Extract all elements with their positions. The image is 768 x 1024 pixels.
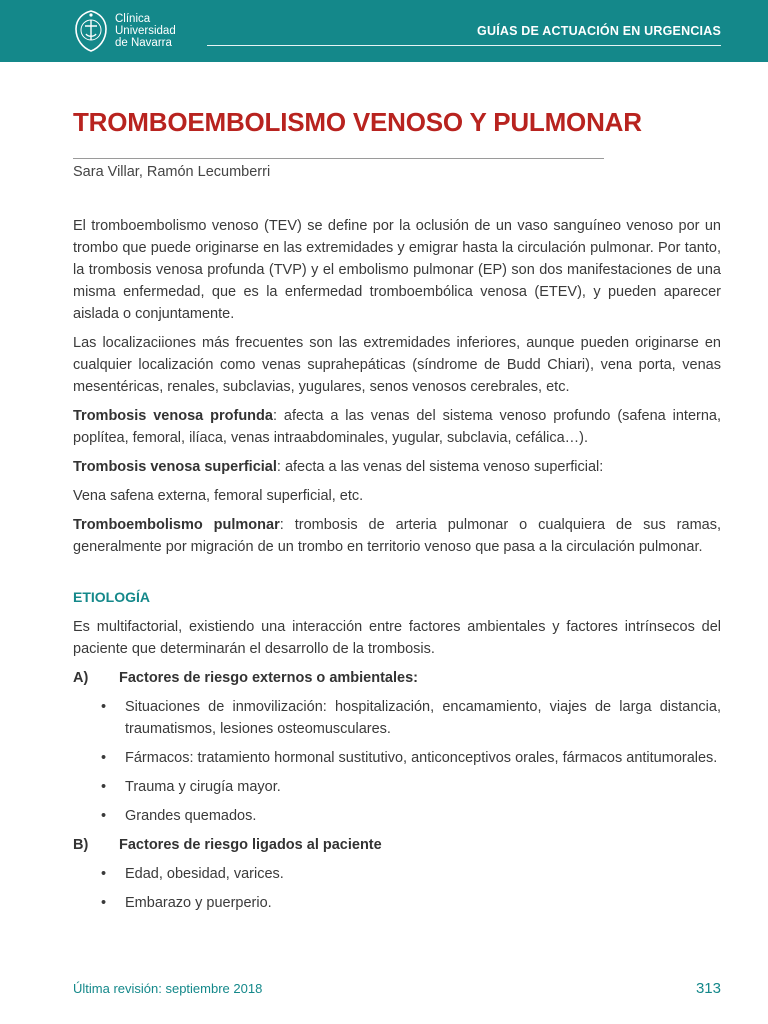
page-title: TROMBOEMBOLISMO VENOSO Y PULMONAR — [73, 107, 642, 137]
list-item — [73, 805, 721, 827]
list-item-text: Situaciones de inmovilización: hospitalización, encamamiento, viajes de larga distancia, traumatismos, lesiones osteomusculares. — [125, 699, 721, 737]
bullet-icon: • — [101, 779, 107, 795]
page-number: 313 — [695, 980, 721, 997]
logo-wordmark — [115, 13, 176, 49]
university-seal-icon — [73, 9, 109, 53]
factor-group-heading — [73, 834, 721, 856]
definition-term: Tromboembolismo pulmonar — [73, 517, 280, 533]
etiologia-intro: Es multifactorial, existiendo una interacción entre factores ambientales y factores intrínsecos del paciente que determinarán el desarrollo de la trombosis. — [73, 619, 721, 657]
definition-text: : afecta a las venas del sistema venoso profundo (safena interna, poplítea, femoral, ilíaca, venas intraabdominales, yugular, subclavia, cefálica…). — [73, 408, 721, 446]
definition-paragraph — [73, 514, 721, 558]
intro-paragraph: Las localizaciiones más frecuentes son las extremidades inferiores, aunque pueden originarse en cualquier localización como venas suprahepáticas (síndrome de Budd Chiari), vena porta, venas mesentéricas, renales, subclavias, yugulares, senos venosos cerebrales, etc. — [73, 335, 721, 395]
bullet-icon: • — [101, 866, 107, 882]
footer-revision: Última revisión: septiembre 2018 — [73, 981, 263, 996]
definition-paragraph — [73, 405, 721, 449]
factor-title: Factores de riesgo ligados al paciente — [119, 837, 382, 853]
factor-list — [73, 863, 721, 914]
series-title: GUÍAS DE ACTUACIÓN EN URGENCIAS — [477, 24, 721, 38]
logo-line: Universidad — [115, 25, 176, 37]
list-item — [73, 747, 721, 769]
factor-list — [73, 696, 721, 827]
definition-text: Vena safena externa, femoral superficial, etc. — [73, 488, 364, 504]
definition-term: Trombosis venosa profunda — [73, 408, 273, 424]
list-item — [73, 776, 721, 798]
intro-paragraph: El tromboembolismo venoso (TEV) se define por la oclusión de un vaso sanguíneo venoso por un trombo que puede originarse en las extremidades y emigrar hasta la circulación pulmonar. Por tanto, la trombosis venosa profunda (TVP) y el embolismo pulmonar (EP) son dos manifestaciones de una misma enfermedad, que es la enfermedad tromboembólica venosa (ETEV), y pueden aparecer aislada o conjuntamente. — [73, 218, 721, 322]
definition-paragraph — [73, 456, 721, 478]
list-item-text: Trauma y cirugía mayor. — [125, 779, 281, 795]
bullet-icon: • — [101, 699, 107, 715]
clinic-logo[interactable] — [73, 9, 183, 53]
list-item — [73, 696, 721, 740]
section-heading-etiologia: ETIOLOGÍA — [73, 589, 150, 605]
factor-letter: A) — [73, 670, 89, 686]
article-body — [73, 215, 721, 921]
definition-text: : trombosis de arteria pulmonar o cualquiera de sus ramas, generalmente por migración de un trombo en territorio venoso que pasa a la circulación pulmonar. — [73, 517, 721, 555]
factor-title: Factores de riesgo externos o ambientales: — [119, 670, 418, 686]
authors: Sara Villar, Ramón Lecumberri — [73, 164, 271, 180]
list-item — [73, 892, 721, 914]
title-divider — [73, 158, 604, 159]
factor-letter: B) — [73, 837, 89, 853]
list-item-text: Edad, obesidad, varices. — [125, 866, 284, 882]
definition-text: : afecta a las venas del sistema venoso superficial: — [276, 459, 604, 475]
definition-paragraph — [73, 485, 721, 507]
logo-line: Clínica — [115, 13, 151, 25]
bullet-icon: • — [101, 895, 107, 911]
bullet-icon: • — [101, 750, 107, 766]
logo-line: de Navarra — [115, 37, 172, 49]
definition-term: Trombosis venosa superficial — [73, 459, 277, 475]
list-item-text: Grandes quemados. — [125, 808, 257, 824]
list-item-text: Embarazo y puerperio. — [125, 895, 272, 911]
header-divider — [207, 45, 721, 46]
list-item — [73, 863, 721, 885]
list-item-text: Fármacos: tratamiento hormonal sustitutivo, anticonceptivos orales, fármacos antitumorales. — [125, 750, 718, 766]
header-band — [0, 0, 768, 62]
bullet-icon: • — [101, 808, 107, 824]
factor-group-heading — [73, 667, 721, 689]
